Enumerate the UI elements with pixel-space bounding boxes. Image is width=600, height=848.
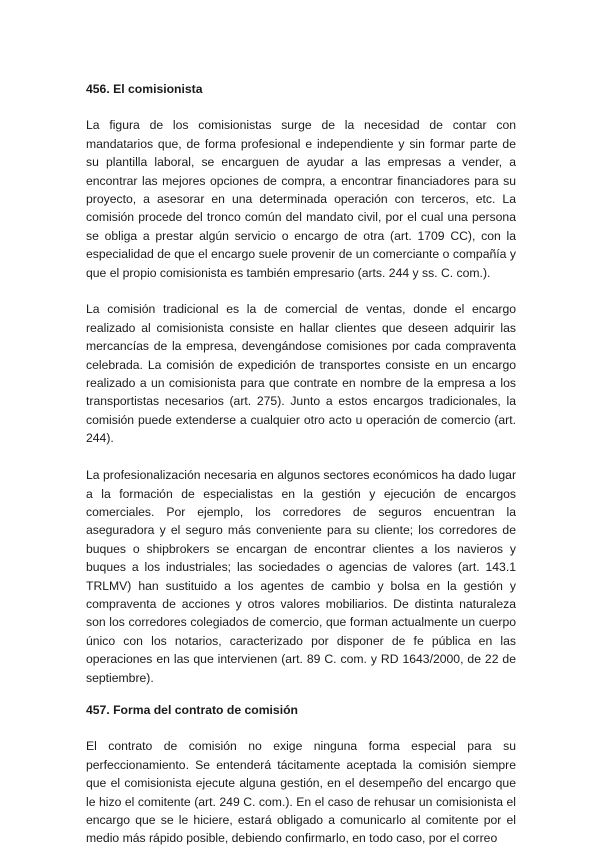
paragraph: El contrato de comisión no exige ninguna forma especial para su perfeccionamiento. Se entenderá tácitamente aceptada la comisión siempre que el comisionista ejecute alguna gestión, en el desempeño del encargo que le hizo el comitente (art. 249 C. com.). En el caso de rehusar un comisionista el encargo que se le hiciere, estará obligado a comunicarlo al comitente por el medio más rápido posible, debiendo confirmarlo, en todo caso, por el correo	[86, 739, 516, 846]
section-457	[86, 701, 516, 848]
section-heading: 456. El comisionista	[86, 82, 203, 96]
paragraph: La figura de los comisionistas surge de la necesidad de contar con mandatarios que, de forma profesional e independiente y sin formar parte de su plantilla laboral, se encarguen de ayudar a las empresas a vender, a encontrar las mejores opciones de compra, a encontrar financiadores para su proyecto, a asesorar en una determinada operación con terceros, etc. La comisión procede del tronco común del mandato civil, por el cual una persona se obliga a prestar algún servicio o encargo de otra (art. 1709 CC), con la especialidad de que el encargo suele provenir de un comerciante o compañía y que el propio comisionista es también empresario (arts. 244 y ss. C. com.).	[86, 118, 516, 280]
section-heading: 457. Forma del contrato de comisión	[86, 702, 298, 717]
paragraph: La comisión tradicional es la de comercial de ventas, donde el encargo realizado al comisionista consiste en hallar clientes que deseen adquirir las mercancías de la empresa, devengándose comisiones por cada compraventa celebrada. La comisión de expedición de transportes consiste en un encargo realizado a un comisionista para que contrate en nombre de la empresa a los transportistas necesarios (art. 275). Junto a estos encargos tradicionales, la comisión puede extenderse a cualquier otro acto u operación de comercio (art. 244).	[86, 302, 516, 446]
paragraph: La profesionalización necesaria en algunos sectores económicos ha dado lugar a la formación de especialistas en la gestión y ejecución de encargos comerciales. Por ejemplo, los corredores de seguros encuentran la aseguradora y el seguro más conveniente para su cliente; los corredores de buques o shipbrokers se encargan de encontrar clientes a los navieros y buques a los industriales; las sociedades o agencias de valores (art. 143.1 TRLMV) han sustituido a los agentes de cambio y bolsa en la gestión y compraventa de acciones y otros valores mobiliarios. De distinta naturaleza son los corredores colegiados de comercio, que forman actualmente un cuerpo único con los notarios, caracterizado por disponer de fe pública en las operaciones en las que intervienen (art. 89 C. com. y RD 1643/2000, de 22 de septiembre).	[86, 468, 516, 685]
document-page	[86, 80, 516, 848]
section-456	[86, 80, 516, 687]
